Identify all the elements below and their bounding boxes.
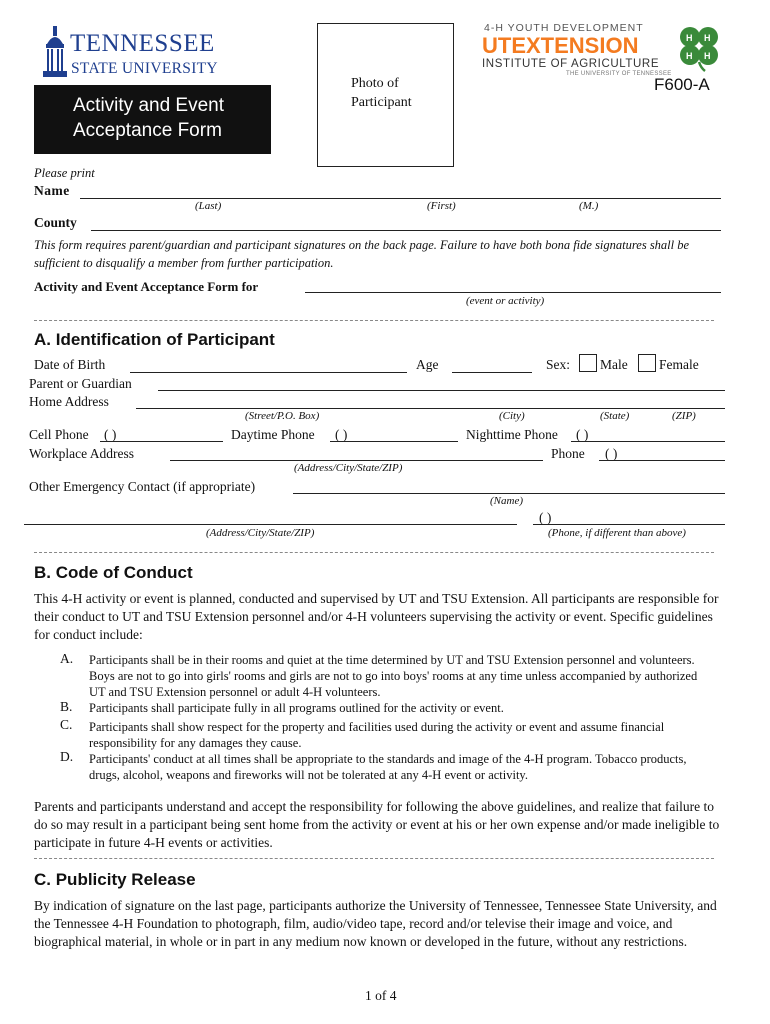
section-a-title: A. Identification of Participant <box>34 330 275 349</box>
four-h-clover-icon <box>676 24 722 72</box>
caption-address-2: (Address/City/State/ZIP) <box>206 527 315 539</box>
nighttime-phone-field[interactable] <box>571 441 725 442</box>
caption-state: (State) <box>600 410 630 422</box>
svg-text:H: H <box>704 33 711 43</box>
cell-phone-field[interactable] <box>100 441 223 442</box>
caption-event: (event or activity) <box>466 295 545 307</box>
female-checkbox[interactable] <box>638 354 656 372</box>
item-letter: B. <box>60 699 73 714</box>
other-area-code: ( ) <box>539 510 552 525</box>
work-area-code: ( ) <box>605 446 618 461</box>
caption-name: (Name) <box>490 495 523 507</box>
signature-notice: This form requires parent/guardian and participant signatures on the back page. Failure to have both bona fide signatures shall be sufficient to disqualify a member from further participation. <box>34 238 690 270</box>
svg-text:H: H <box>704 51 711 61</box>
ut-line4: THE UNIVERSITY OF TENNESSEE <box>566 71 672 77</box>
sex-label: Sex: <box>546 357 571 372</box>
guardian-label: Parent or Guardian <box>29 376 132 391</box>
divider <box>34 320 714 321</box>
ut-line1: 4-H YOUTH DEVELOPMENT <box>484 22 644 34</box>
form-title-block <box>34 85 271 154</box>
nighttime-phone-label: Nighttime Phone <box>466 427 558 442</box>
conduct-item: Participants shall show respect for the property and facilities used during the activity or event and assume financial responsibility for any damages they cause. <box>89 720 665 750</box>
workplace-field[interactable] <box>170 460 543 461</box>
other-contact-phone-field[interactable] <box>533 524 725 525</box>
caption-street: (Street/P.O. Box) <box>245 410 320 422</box>
divider <box>34 858 714 859</box>
other-contact-name-field[interactable] <box>293 493 725 494</box>
item-letter: C. <box>60 717 73 732</box>
caption-zip: (ZIP) <box>672 410 696 422</box>
photo-label-line1: Photo of <box>351 76 399 91</box>
publicity-text: By indication of signature on the last page, participants authorize the University of Tennessee, Tennessee State University, and the Tennessee 4-H Foundation to photograph, film, audio/video tape, record and/or televise their image and voice, and biographical material, in whole or in part in any medium now known or developed in the future, without any restrictions. <box>34 898 717 949</box>
county-field[interactable] <box>91 230 721 231</box>
tsu-name-line2: STATE UNIVERSITY <box>71 60 218 77</box>
caption-city: (City) <box>499 410 525 422</box>
tsu-building-icon <box>42 26 68 78</box>
caption-mi: (M.) <box>579 200 599 212</box>
daytime-phone-field[interactable] <box>330 441 458 442</box>
acceptance-for-label: Activity and Event Acceptance Form for <box>34 279 259 294</box>
dob-label: Date of Birth <box>34 357 106 372</box>
event-field[interactable] <box>305 292 721 293</box>
male-checkbox[interactable] <box>579 354 597 372</box>
section-b-title: B. Code of Conduct <box>34 563 193 582</box>
dob-field[interactable] <box>130 372 407 373</box>
caption-first: (First) <box>427 200 456 212</box>
ut-brand: EXTENSION <box>511 33 639 58</box>
nighttime-area-code: ( ) <box>576 427 589 442</box>
male-label: Male <box>600 357 628 372</box>
cell-area-code: ( ) <box>104 427 117 442</box>
daytime-phone-label: Daytime Phone <box>231 427 315 442</box>
conduct-item: Participants shall participate fully in all programs outlined for the activity or event. <box>89 701 504 715</box>
phone-label: Phone <box>551 446 585 461</box>
cell-phone-label: Cell Phone <box>29 427 89 442</box>
conduct-intro: This 4-H activity or event is planned, conducted and supervised by UT and TSU Extension. All participants are responsible for their conduct to UT and TSU Extension personnel and/or 4-H volunteers supervising the activity or event. Specific guidelines for conduct include: <box>34 591 719 642</box>
caption-phone-diff: (Phone, if different than above) <box>548 527 686 539</box>
name-field[interactable] <box>80 198 721 199</box>
caption-address: (Address/City/State/ZIP) <box>294 462 403 474</box>
name-label: Name <box>34 183 70 198</box>
photo-label-line2: Participant <box>351 95 412 110</box>
conduct-closing: Parents and participants understand and accept the responsibility for following the above guidelines, and realize that failure to do so may result in a participant being sent home from the activity or event at his or her own expense and/or made ineligible to participate in future 4-H events or activities. <box>34 799 720 850</box>
item-letter: D. <box>60 749 74 764</box>
other-contact-label: Other Emergency Contact (if appropriate) <box>29 479 256 494</box>
age-label: Age <box>416 357 439 372</box>
ut-extension-logo <box>482 22 722 80</box>
svg-text:H: H <box>686 51 693 61</box>
form-title-line1: Activity and Event <box>73 95 225 116</box>
work-phone-field[interactable] <box>599 460 725 461</box>
ut-line3: INSTITUTE OF AGRICULTURE <box>482 58 660 70</box>
tsu-name-line1: TENNESSEE <box>70 30 215 57</box>
caption-last: (Last) <box>195 200 222 212</box>
form-title-line2: Acceptance Form <box>73 120 222 141</box>
conduct-item: Participants' conduct at all times shall be appropriate to the standards and image of the 4-H program. Tobacco products, drugs, alcohol, weapons and fireworks will not be tolerated at any 4-H event or activity. <box>89 752 687 782</box>
female-label: Female <box>659 357 699 372</box>
conduct-item: Participants shall be in their rooms and quiet at the time determined by UT and TSU Extension personnel and volunteers. Boys are not to go into girls' rooms and girls are not to go into boys' rooms at any time unless accompanied by authorized UT and TSU Extension personnel or adult 4-H volunteers. <box>89 653 698 699</box>
county-label: County <box>34 215 77 230</box>
home-address-field[interactable] <box>136 408 725 409</box>
other-contact-address-field[interactable] <box>24 524 517 525</box>
age-field[interactable] <box>452 372 532 373</box>
ut-brand-prefix: UT <box>482 33 512 58</box>
page-number: 1 of 4 <box>365 988 397 1003</box>
guardian-field[interactable] <box>158 390 725 391</box>
home-address-label: Home Address <box>29 394 109 409</box>
tsu-logo <box>42 24 232 80</box>
item-letter: A. <box>60 651 74 666</box>
please-print: Please print <box>34 166 95 180</box>
divider <box>34 552 714 553</box>
form-code: F600-A <box>654 75 710 94</box>
workplace-label: Workplace Address <box>29 446 135 461</box>
section-c-title: C. Publicity Release <box>34 870 196 889</box>
svg-text:H: H <box>686 33 693 43</box>
photo-box <box>317 23 454 167</box>
daytime-area-code: ( ) <box>335 427 348 442</box>
